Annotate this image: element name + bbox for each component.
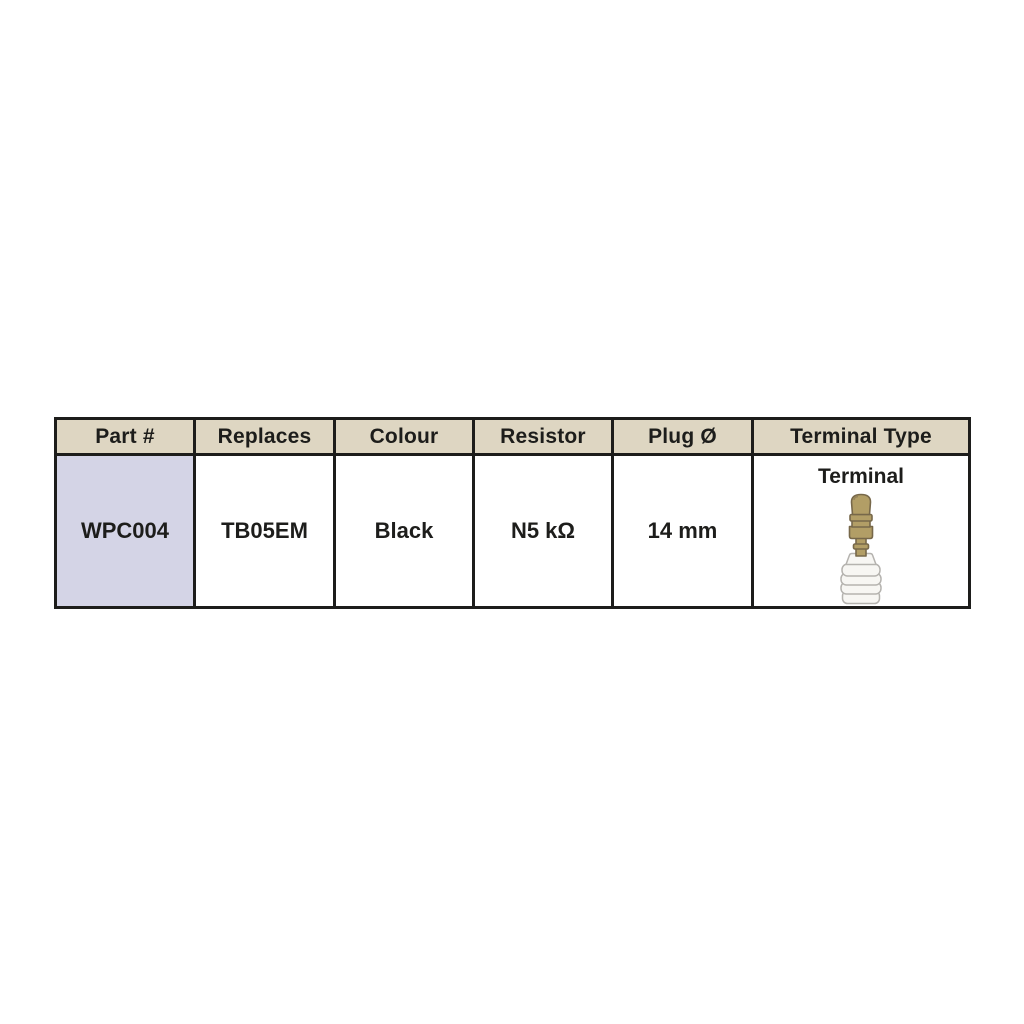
col-header-colour: Colour [335,419,474,455]
col-header-resistor: Resistor [474,419,613,455]
table-row [56,455,970,608]
cell-resistor: N5 kΩ [474,455,613,608]
col-header-part-number: Part # [56,419,195,455]
spark-plug-terminal-icon [832,492,890,606]
cell-colour: Black [335,455,474,608]
spec-table [54,417,971,609]
terminal-type-label: Terminal [818,465,904,488]
cell-plug-diameter: 14 mm [613,455,753,608]
header-row [56,419,970,455]
cell-replaces: TB05EM [195,455,335,608]
cell-terminal-type [753,455,970,608]
cell-part-number: WPC004 [56,455,195,608]
col-header-terminal-type: Terminal Type [753,419,970,455]
col-header-plug-diameter: Plug Ø [613,419,753,455]
col-header-replaces: Replaces [195,419,335,455]
